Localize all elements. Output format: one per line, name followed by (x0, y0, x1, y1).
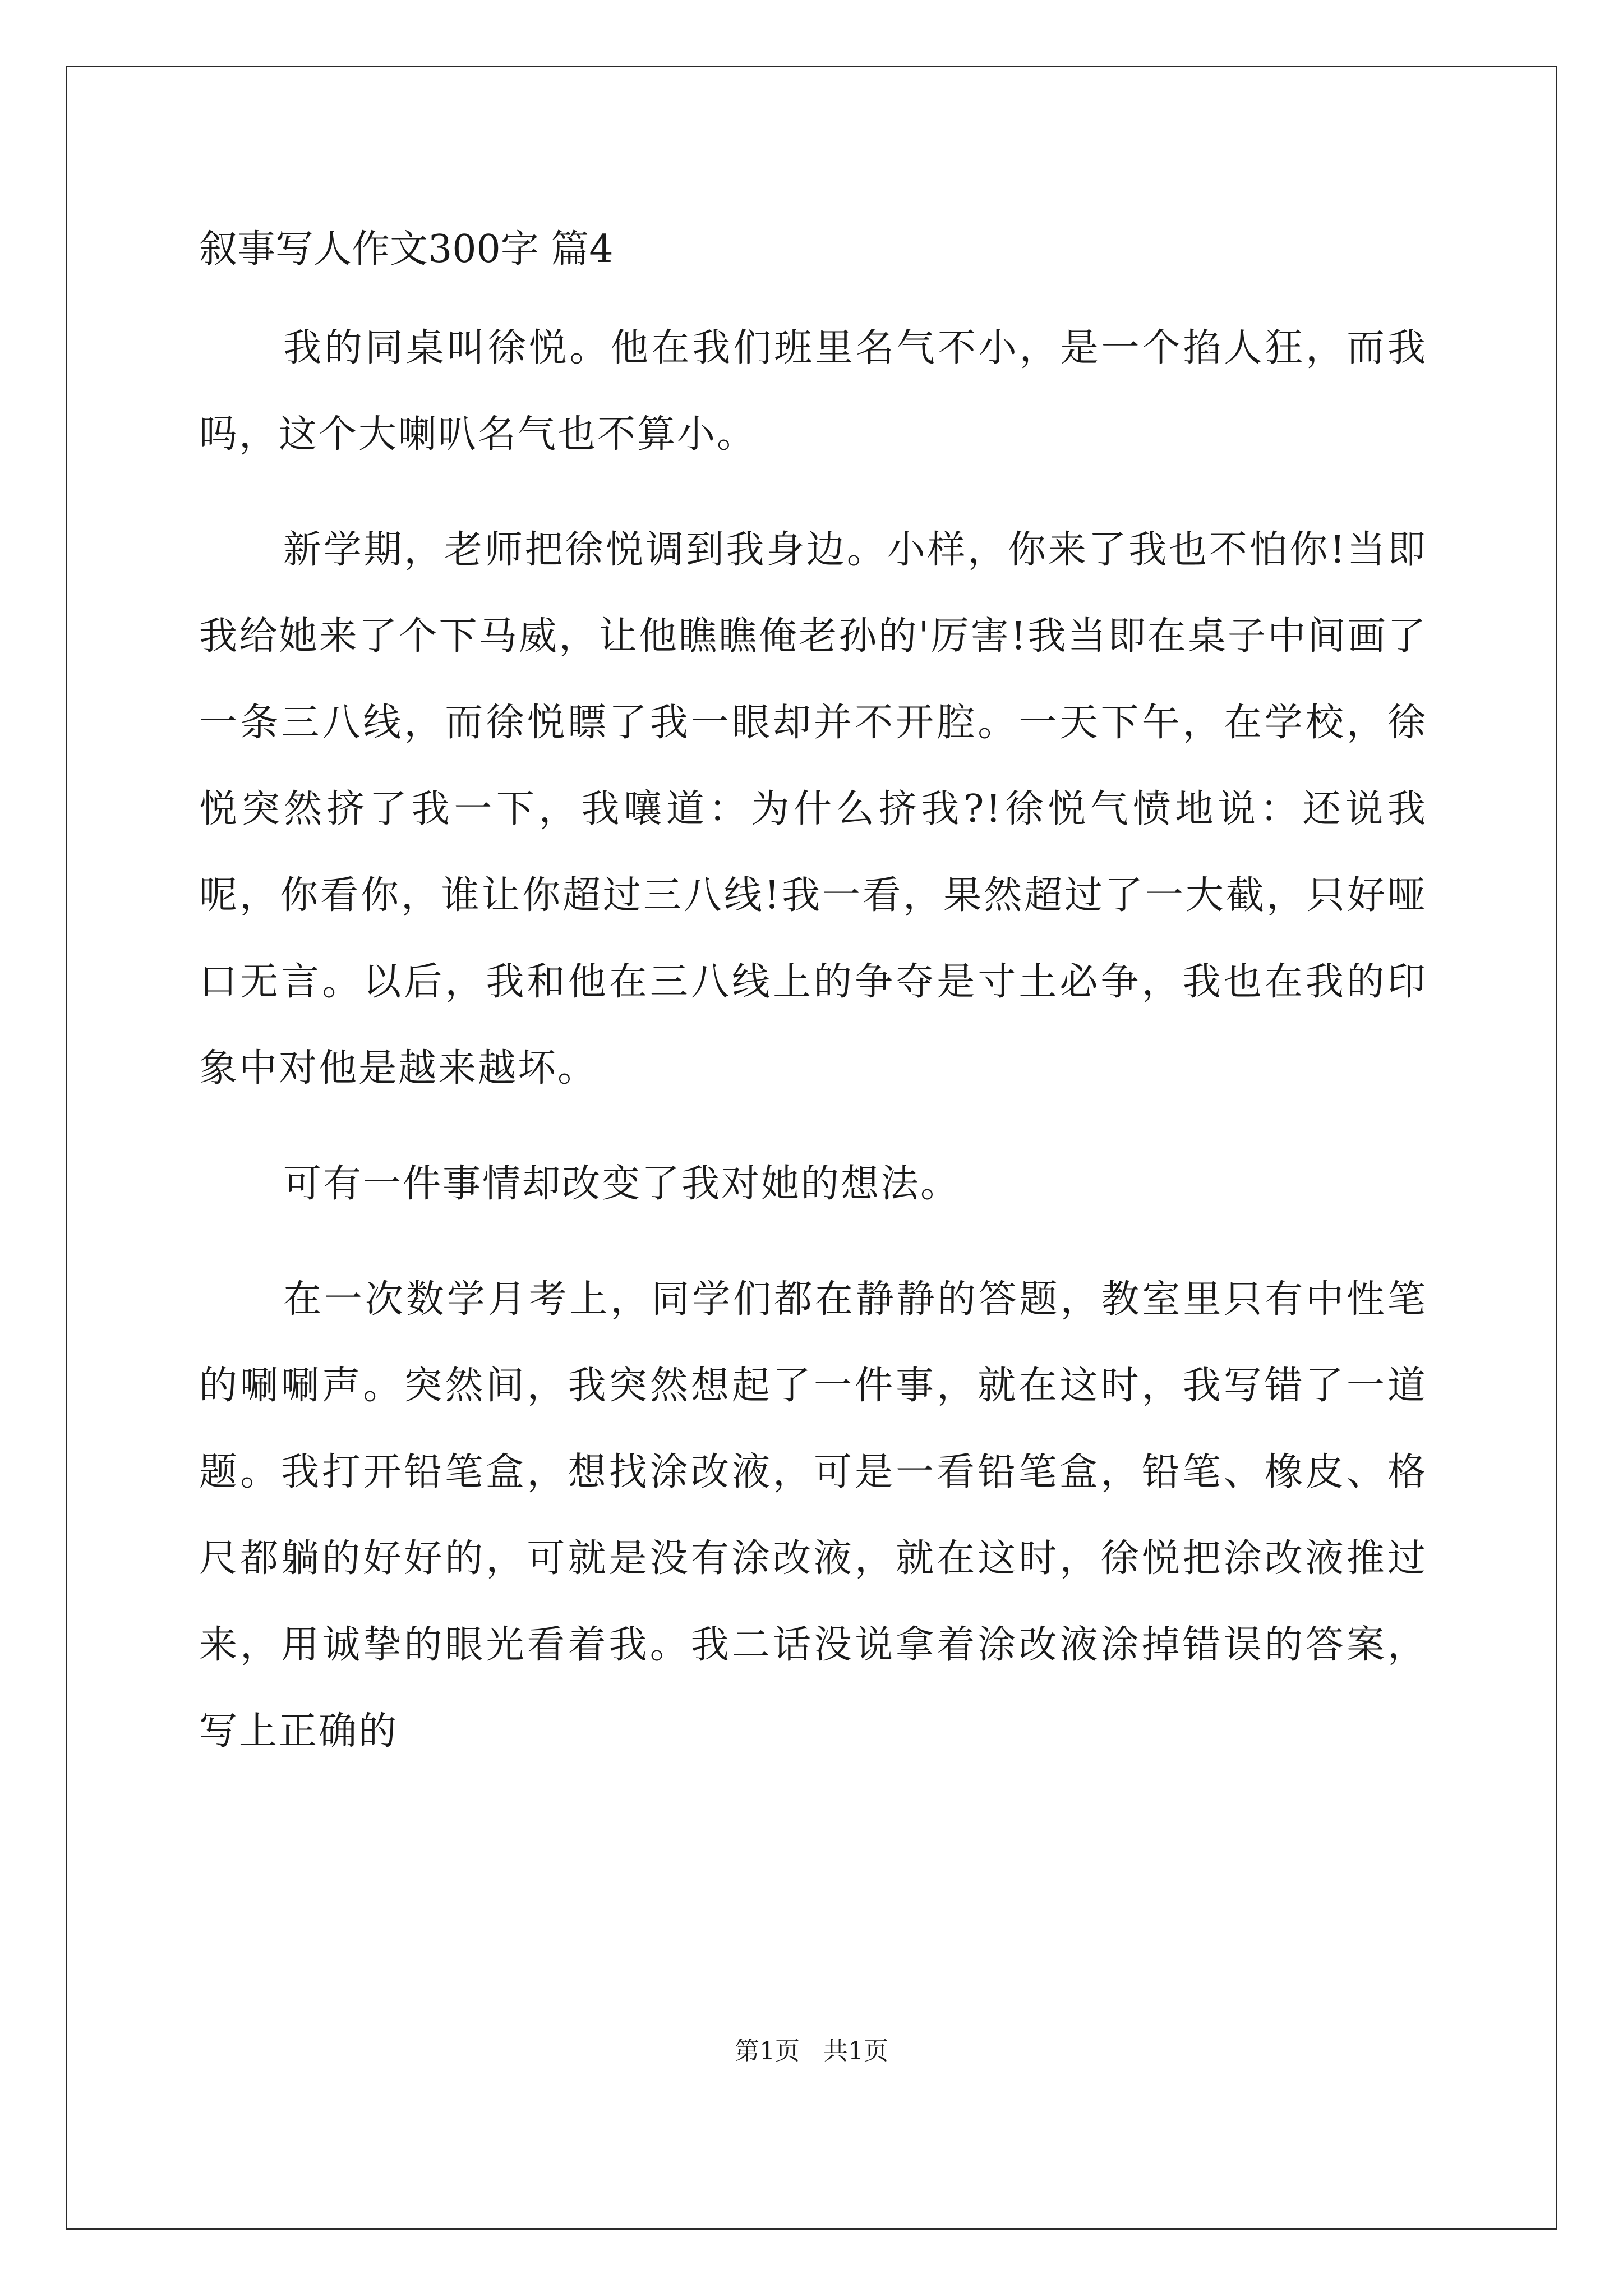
document-title: 叙事写人作文300字 篇4 (199, 227, 614, 272)
paragraph-2: 新学期，老师把徐悦调到我身边。小样，你来了我也不怕你!当即我给她来了个下马威，让他瞧瞧俺老孙的'厉害!我当即在桌子中间画了一条三八线，而徐悦瞟了我一眼却并不开腔。一天下午，在学校，徐悦突然挤了我一下，我嚷道：为什么挤我?!徐悦气愤地说：还说我呢，你看你，谁让你超过三八线!我一看，果然超过了一大截，只好哑口无言。以后，我和他在三八线上的争夺是寸土必争，我也在我的印象中对他是越来越坏。 (199, 528, 1427, 1091)
paragraph-1: 我的同桌叫徐悦。他在我们班里名气不小，是一个掐人狂，而我吗，这个大喇叭名气也不算小。 (199, 326, 1427, 457)
paragraph-3: 可有一件事情却改变了我对她的想法。 (283, 1162, 961, 1206)
document-body (199, 213, 1427, 1804)
page-number-footer: 第1页 共1页 (735, 2037, 888, 2065)
paragraph-4: 在一次数学月考上，同学们都在静静的答题，教室里只有中性笔的唰唰声。突然间，我突然想起了一件事，就在这时，我写错了一道题。我打开铅笔盒，想找涂改液，可是一看铅笔盒，铅笔、橡皮、格尺都躺的好好的，可就是没有涂改液，就在这时，徐悦把涂改液推过来，用诚挚的眼光看着我。我二话没说拿着涂改液涂掉错误的答案，写上正确的 (199, 1277, 1427, 1754)
